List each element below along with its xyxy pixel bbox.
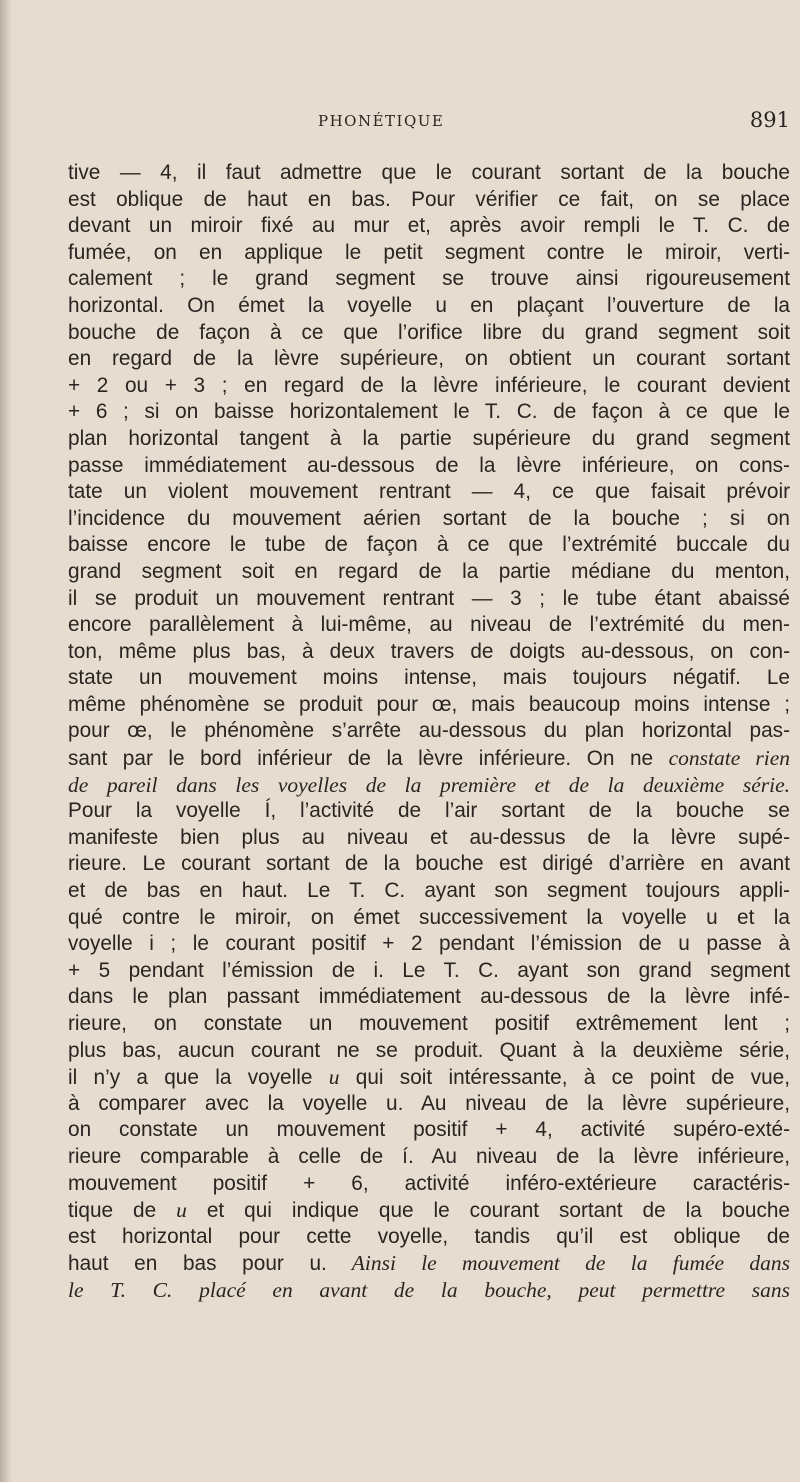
italic-segment: u (176, 1198, 187, 1223)
text-line: ton, même plus bas, à deux travers de doigts au-dessous, on con- (68, 639, 790, 663)
text-line: même phénomène se produit pour œ, mais beaucoup moins intense ; (68, 692, 790, 716)
text-segment: sant par le bord inférieur de la lèvre inférieure. On ne (68, 747, 654, 771)
text-line: Pour la voyelle Í, l’activité de l’air sortant de la bouche se (68, 799, 790, 823)
text-line: manifeste bien plus au niveau et au-dessus de la lèvre supé- (68, 825, 790, 849)
italic-line: de pareil dans les voyelles de la première et de la deuxième série. (68, 772, 790, 797)
text-line: devant un miroir fixé au mur et, après avoir rempli le T. C. de (68, 214, 790, 238)
text-line: mouvement positif + 6, activité inféro-extérieure caractéris- (68, 1171, 790, 1195)
text-line: en regard de la lèvre supérieure, on obtient un courant sortant (68, 347, 790, 371)
text-line: fumée, on en applique le petit segment contre le miroir, verti- (68, 240, 790, 264)
text-line: baisse encore le tube de façon à ce que l’extrémité buccale du (68, 533, 790, 557)
text-line: + 5 pendant l’émission de i. Le T. C. ayant son grand segment (68, 958, 790, 982)
text-segment: haut en bas pour u. (68, 1252, 327, 1276)
text-line: grand segment soit en regard de la partie médiane du menton, (68, 559, 790, 583)
text-line: voyelle i ; le courant positif + 2 pendant l’émission de u passe à (68, 932, 790, 956)
text-segment: qui soit intéressante, à ce point de vue, (339, 1066, 791, 1090)
text-line: calement ; le grand segment se trouve ainsi rigoureusement (68, 267, 790, 291)
italic-segment: Ainsi le mouvement de la fumée dans (326, 1251, 790, 1276)
text-line: à comparer avec la voyelle u. Au niveau de la lèvre supérieure, (68, 1091, 790, 1115)
body-text (68, 160, 790, 1304)
text-line: il se produit un mouvement rentrant — 3 ; le tube étant abaissé (68, 586, 790, 610)
text-line: est oblique de haut en bas. Pour vérifier ce fait, on se place (68, 187, 790, 211)
text-line: et de bas en haut. Le T. C. ayant son segment toujours appli- (68, 879, 790, 903)
text-line-mixed (68, 1064, 790, 1091)
text-segment: tique de (68, 1199, 157, 1223)
text-segment: il n’y a que la voyelle (68, 1066, 313, 1090)
text-line-mixed (68, 745, 790, 772)
page-number: 891 (749, 108, 790, 132)
text-line: qué contre le miroir, on émet successivement la voyelle u et la (68, 905, 790, 929)
text-line: tate un violent mouvement rentrant — 4, ce que faisait prévoir (68, 480, 790, 504)
text-line: passe immédiatement au-dessous de la lèvre inférieure, on cons- (68, 453, 790, 477)
text-line: est horizontal pour cette voyelle, tandis qu’il est oblique de (68, 1224, 790, 1248)
text-line: encore parallèlement à lui-même, au niveau de l’extrémité du men- (68, 613, 790, 637)
italic-segment: constate rien (668, 746, 791, 771)
text-line: horizontal. On émet la voyelle u en plaçant l’ouverture de la (68, 293, 790, 317)
text-line: rieure comparable à celle de í. Au niveau de la lèvre inférieure, (68, 1144, 790, 1168)
text-line: + 6 ; si on baisse horizontalement le T. C. de façon à ce que le (68, 400, 790, 424)
text-line: rieure, on constate un mouvement positif extrêmement lent ; (68, 1012, 790, 1035)
text-line: l’incidence du mouvement aérien sortant de la bouche ; si on (68, 506, 790, 530)
running-title: PHONÉTIQUE (318, 112, 445, 130)
text-line: plus bas, aucun courant ne se produit. Quant à la deuxième série, (68, 1038, 790, 1062)
text-line: dans le plan passant immédiatement au-dessous de la lèvre infé- (68, 985, 790, 1009)
text-line: tive — 4, il faut admettre que le courant sortant de la bouche (68, 161, 790, 184)
text-line: rieure. Le courant sortant de la bouche est dirigé d’arrière en avant (68, 852, 790, 876)
page-edge-shadow (0, 0, 12, 1482)
text-line-mixed (68, 1250, 790, 1277)
text-line: plan horizontal tangent à la partie supérieure du grand segment (68, 426, 790, 450)
italic-line: le T. C. placé en avant de la bouche, peut permettre sans (68, 1277, 790, 1302)
text-line: + 2 ou + 3 ; en regard de la lèvre inférieure, le courant devient (68, 373, 790, 397)
page-header (68, 108, 790, 138)
text-line-mixed (68, 1197, 790, 1224)
text-line: state un mouvement moins intense, mais toujours négatif. Le (68, 666, 790, 690)
text-segment: et qui indique que le courant sortant de la bouche (186, 1199, 790, 1223)
text-line: bouche de façon à ce que l’orifice libre du grand segment soit (68, 320, 790, 344)
text-line: pour œ, le phénomène s’arrête au-dessous du plan horizontal pas- (68, 719, 790, 743)
text-line: on constate un mouvement positif + 4, activité supéro-exté- (68, 1118, 790, 1142)
italic-segment: u (328, 1065, 340, 1090)
